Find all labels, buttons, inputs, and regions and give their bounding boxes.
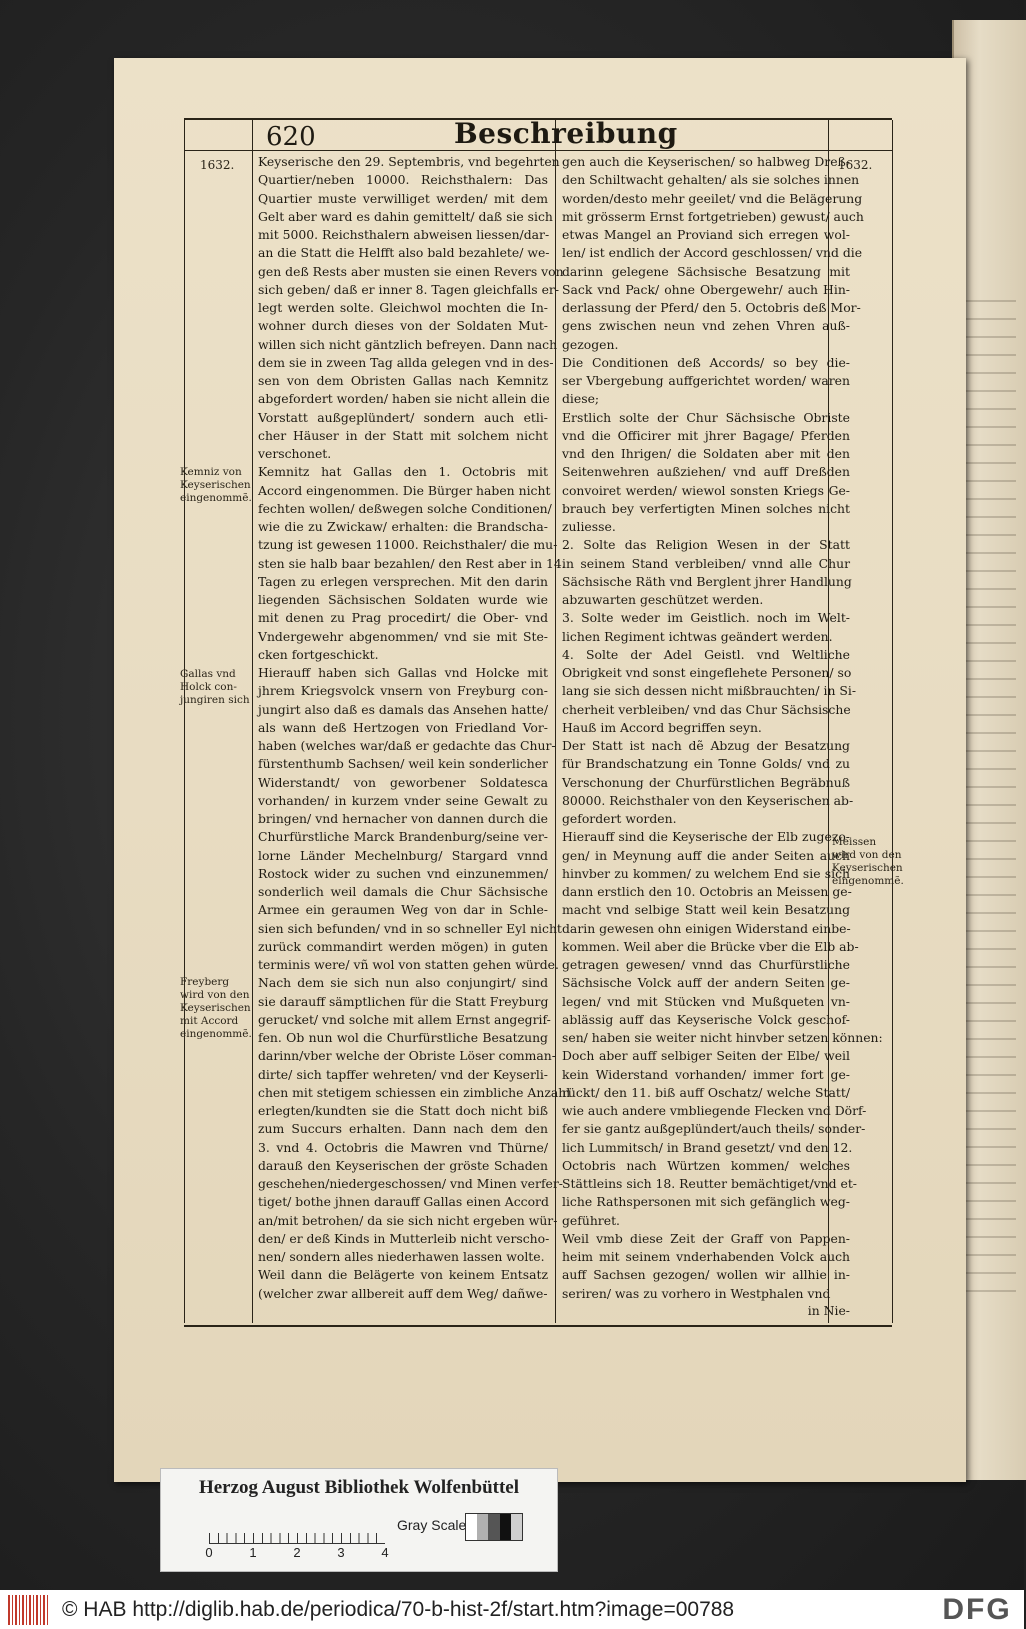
- ruler-number: 4: [381, 1545, 389, 1560]
- text-line: sen/ haben sie weiter nicht hinvber setzen können:: [562, 1030, 883, 1045]
- text-line: gerucket/ vnd solche mit allem Ernst angegrif-: [258, 1011, 551, 1027]
- text-line: zurück commandirt werden mögen) in guten: [258, 938, 548, 954]
- text-line: etwas Mangel an Proviand sich erregen wol-: [562, 227, 850, 242]
- text-line: Sächsische Volck auff der andern Seiten ge-: [562, 975, 850, 991]
- text-line: Octobris nach Würtzen kommen/ welches: [562, 1157, 850, 1173]
- text-line: mit 5000. Reichsthalern abweisen liessen/dar-: [258, 227, 550, 242]
- text-line: erlegten/kundten sie die Statt doch nicht biß: [258, 1103, 548, 1118]
- grayscale-patch: [466, 1514, 477, 1540]
- text-line: dann erstlich den 10. Octobris an Meissen ge-: [562, 884, 852, 899]
- text-line: wie auch andere vmbliegende Flecken vnd Dörf-: [562, 1103, 867, 1118]
- text-line: sie darauff sämptlichen für die Statt Freyburg: [258, 993, 549, 1009]
- text-line: liche Rathspersonen mit sich gefänglich weg-: [562, 1194, 850, 1210]
- text-line: Kemnitz hat Gallas den 1. Octobris mit: [258, 464, 548, 480]
- text-line: terminis were/ vñ wol von statten gehen würde.: [258, 957, 559, 972]
- library-label-card: [160, 1468, 558, 1572]
- next-page-text-bleed: [960, 300, 1016, 1300]
- page-number: 620: [266, 122, 316, 152]
- text-line: willen sich nicht gäntzlich befreyen. Dann nach: [258, 336, 558, 352]
- frame-line-outer-right: [892, 120, 893, 1323]
- text-line: lang sie sich dessen nicht mißbrauchten/ in Si-: [562, 683, 857, 699]
- text-line: darinn gelegene Sächsische Besatzung mit: [562, 263, 850, 279]
- text-line: Sack vnd Pack/ ohne Obergewehr/ auch Hin-: [562, 281, 850, 297]
- margin-note-kemnitz: Kemniz von Keyserischen eingenommẽ.: [180, 466, 252, 504]
- text-line: Quartier/neben 10000. Reichsthalern: Das: [258, 172, 548, 188]
- text-line: Gelt aber ward es dahin gemittelt/ daß sie sich: [258, 208, 553, 224]
- catchword: in Nie-: [807, 1303, 850, 1318]
- text-line: legen/ vnd mit Stücken vnd Mußqueten vn-: [562, 993, 850, 1009]
- text-line: lorne Länder Mechelnburg/ Stargard vnnd: [258, 847, 548, 863]
- text-line: brauch bey verfertigten Minen solches nicht: [562, 500, 850, 516]
- text-line: vorhanden/ in kurzem vnder seine Gewalt zu: [258, 792, 548, 808]
- margin-note-gallas-holck: Gallas vnd Holck con- jungiren sich: [180, 668, 250, 706]
- text-line: worden/desto mehr geeilet/ vnd die Belägerung: [562, 190, 863, 206]
- text-line: fechten wollen/ deßwegen solche Conditionen/: [258, 500, 552, 516]
- text-line: Weil vmb diese Zeit der Graff von Pappen-: [562, 1230, 850, 1246]
- text-line: 3. Solte weder im Geistlich. noch im Welt-: [562, 610, 850, 626]
- text-line: sien sich befunden/ vnd in so schneller Eyl nicht: [258, 920, 562, 936]
- text-line: dem sie in zween Tag allda gelegen vnd in des-: [258, 354, 554, 370]
- text-line: als wann deß Hertzogen von Friedland Vor-: [258, 719, 548, 735]
- ruler-number: 0: [205, 1545, 213, 1560]
- footer-bar: [0, 1590, 1024, 1629]
- text-line: getragen gewesen/ vnnd das Churfürstliche: [562, 957, 850, 972]
- text-line: 80000. Reichsthaler von den Keyserischen ab-: [562, 792, 854, 808]
- text-line: ablässig auff das Keyserische Volck geschof-: [562, 1011, 850, 1027]
- text-line: Die Conditionen deß Accords/ so bey die-: [562, 354, 850, 370]
- text-line: zuliesse.: [562, 519, 616, 534]
- text-line: 2. Solte das Religion Wesen in der Statt: [562, 537, 850, 553]
- text-line: mit denen zu Prag procedirt/ die Ober- vnd: [258, 610, 548, 626]
- grayscale-patch: [477, 1514, 488, 1540]
- text-line: Quartier muste verwilliget werden/ mit dem: [258, 190, 548, 206]
- text-line: wohner durch dieses von der Soldaten Mut-: [258, 318, 548, 334]
- text-line: diese;: [562, 391, 600, 407]
- text-line: sonderlich weil damals die Chur Sächsische: [258, 884, 548, 899]
- text-line: derlassung der Pferd/ den 5. Octobris deß Mor-: [562, 300, 861, 315]
- text-line: geschehen/niedergeschossen/ vnd Minen verfer-: [258, 1176, 563, 1191]
- text-line: in seinem Stand verbleiben/ vnnd alle Chur: [562, 555, 850, 571]
- grayscale-patch: [511, 1514, 522, 1540]
- text-line: nen/ sondern alles niederhawen lassen wolte.: [258, 1249, 545, 1264]
- text-line: gens zwischen neun vnd zehen Vhren auß-: [562, 318, 850, 334]
- barcode-icon: [8, 1595, 50, 1625]
- grayscale-patch: [500, 1514, 511, 1540]
- text-line: ser Vbergebung auffgerichtet worden/ waren: [562, 373, 850, 388]
- text-line: Churfürstliche Marck Brandenburg/seine ver-: [258, 829, 548, 845]
- copyright-url[interactable]: © HAB http://diglib.hab.de/periodica/70-b-hist-2f/start.htm?image=00788: [62, 1598, 735, 1621]
- text-line: sten sie halb baar bezahlen/ den Rest aber in 14.: [258, 555, 566, 571]
- book-page: [114, 58, 966, 1482]
- text-line: Vndergewehr abgenommen/ vnd sie mit Ste-: [258, 628, 548, 644]
- text-line: heim mit seinem vnderhabenden Volck auch: [562, 1249, 850, 1264]
- text-line: tiget/ bothe jhnen darauff Gallas einen Accord: [258, 1194, 549, 1210]
- text-line: den Schiltwacht gehalten/ als sie solches innen: [562, 172, 860, 188]
- text-line: Widerstandt/ von geworbener Soldatesca: [258, 774, 548, 790]
- text-line: Nach dem sie sich nun also conjungirt/ sind: [258, 975, 548, 991]
- text-line: darinn/vber welche der Obriste Löser comman-: [258, 1048, 556, 1064]
- text-line: cher Häuser in der Statt mit solchem nicht: [258, 427, 548, 443]
- ruler-number: 1: [249, 1545, 257, 1560]
- library-name: Herzog August Bibliothek Wolfenbüttel: [198, 1477, 520, 1498]
- text-line: vnd die Officirer mit jhrer Bagage/ Pferden: [562, 427, 850, 443]
- text-line: Accord eingenommen. Die Bürger haben nicht: [258, 482, 551, 498]
- text-line: mit grösserm Ernst fortgetrieben) gewust/ auch: [562, 208, 864, 224]
- margin-note-meissen: Meissen wird von den Keyserischen eingenommẽ.: [832, 836, 904, 887]
- text-line: Rostock wider zu suchen vnd einzunemmen/: [258, 865, 548, 881]
- text-line: Stättleins sich 18. Reutter bemächtiget/vnd et-: [562, 1176, 857, 1191]
- text-line: Armee ein geraumen Weg von dar in Schle-: [258, 902, 548, 918]
- text-line: sich geben/ daß er inner 8. Tagen gleichfalls er-: [258, 281, 560, 297]
- text-line: gen deß Rests aber musten sie einen Revers von: [258, 263, 564, 279]
- text-line: jhrem Kriegsvolck vnsern von Freyburg con-: [258, 683, 548, 699]
- text-line: für Brandschatzung ein Tonne Golds/ vnd zu: [562, 756, 850, 772]
- text-line: abgefordert worden/ haben sie nicht allein die: [258, 391, 550, 407]
- text-line: Verschonung der Churfürstlichen Begräbnuß: [562, 774, 850, 790]
- text-line: bringen/ vnd hernacher von dannen durch die: [258, 811, 548, 826]
- text-line: zum Succurs erhalten. Dann nach dem den: [258, 1121, 548, 1137]
- scale-ruler: [209, 1507, 385, 1544]
- text-line: kein Widerstand vorhanden/ immer fort ge-: [562, 1066, 850, 1082]
- text-line: legt werden solte. Gleichwol mochten die In-: [258, 300, 548, 315]
- text-line: Obrigkeit vnd sonst eingeflehete Personen/ so: [562, 665, 852, 680]
- text-line: convoiret werden/ wiewol sonsten Kriegs Ge-: [562, 482, 850, 498]
- year-note-right: 1632.: [838, 158, 873, 172]
- text-line: Sächsische Räth vnd Berglent jhrer Handlung: [562, 573, 852, 589]
- text-line: lichen Regiment ichtwas geändert werden.: [562, 628, 833, 644]
- text-line: liegenden Sächsischen Soldaten wurde wie: [258, 592, 548, 607]
- text-line: dirte/ sich tapffer wehreten/ vnd der Keyserli-: [258, 1066, 548, 1082]
- text-line: fürstenthumb Sachsen/ weil kein sonderlicher: [258, 756, 548, 772]
- text-line: kommen. Weil aber die Brücke vber die Elb ab-: [562, 938, 859, 954]
- margin-note-freyberg: Freyberg wird von den Keyserischen mit Accord eingenommẽ.: [180, 976, 252, 1040]
- text-line: sen von dem Obristen Gallas nach Kemnitz: [258, 373, 548, 388]
- text-line: tzung ist gewesen 11000. Reichsthaler/ die mu-: [258, 537, 558, 553]
- text-line: geführet.: [562, 1212, 620, 1228]
- text-line: vnd den Ihrigen/ die Soldaten aber mit den: [562, 446, 850, 461]
- text-line: cherheit verbleiben/ vnd das Chur Sächsische: [562, 701, 851, 717]
- text-line: (welcher zwar allbereit auff dem Weg/ dañwe-: [258, 1285, 548, 1301]
- year-note-left: 1632.: [200, 158, 235, 172]
- grayscale-swatch: [465, 1513, 523, 1541]
- text-line: an die Statt die Helfft also bald bezahlete/ we-: [258, 245, 550, 261]
- text-line: macht vnd selbige Statt weil kein Besatzung: [562, 902, 850, 918]
- text-line: gefordert worden.: [562, 811, 677, 826]
- grayscale-patch: [488, 1514, 499, 1540]
- text-line: Hauß im Accord begriffen seyn.: [562, 719, 762, 735]
- text-line: Keyserische den 29. Septembris, vnd begehrten: [258, 154, 560, 169]
- text-line: lich Lummitsch/ in Brand gesetzt/ vnd den 12.: [562, 1139, 853, 1155]
- text-line: an/mit betrohen/ da sie sich nicht ergeben wür-: [258, 1212, 558, 1228]
- text-line: 4. Solte der Adel Geistl. vnd Weltliche: [562, 646, 850, 662]
- text-line: haben (welches war/daß er gedachte das Chur-: [258, 738, 556, 753]
- text-line: fen. Ob nun wol die Churfürstliche Besatzung: [258, 1030, 548, 1045]
- text-line: auff Sachsen gezogen/ wollen wir allhie in-: [562, 1267, 850, 1283]
- text-line: Vorstatt außgeplündert/ sondern auch etli-: [258, 409, 548, 425]
- text-line: gen auch die Keyserischen/ so halbweg Dreß-: [562, 154, 850, 169]
- text-line: chen mit stetigem schiessen ein zimbliche Anzahl: [258, 1084, 571, 1100]
- text-line: verschonet.: [258, 446, 332, 461]
- text-line: gen/ in Meynung auff die ander Seiten auch: [562, 847, 850, 863]
- column-divider: [555, 120, 556, 1323]
- ruler-number: 3: [337, 1545, 345, 1560]
- text-line: Erstlich solte der Chur Sächsische Obriste: [562, 409, 850, 425]
- running-title: Beschreibung: [454, 117, 678, 150]
- text-line: rückt/ den 11. biß auff Oschatz/ welche Statt/: [562, 1084, 850, 1100]
- text-line: 3. vnd 4. Octobris die Mawren vnd Thürne/: [258, 1139, 548, 1155]
- text-line: den/ er deß Kinds in Mutterleib nicht verscho-: [258, 1230, 550, 1246]
- text-column-left: [258, 153, 571, 1303]
- text-line: seriren/ was zu vorhero in Westphalen vnd: [562, 1285, 831, 1301]
- text-line: darin gewesen ohn einigen Widerstand einbe-: [562, 920, 851, 936]
- text-line: Hierauff haben sich Gallas vnd Holcke mit: [258, 665, 548, 680]
- text-line: Tagen zu erlegen versprechen. Mit den darin: [258, 573, 548, 589]
- text-line: abzuwarten geschützet werden.: [562, 592, 764, 607]
- text-line: Hierauff sind die Keyserische der Elb zugezo-: [562, 829, 850, 845]
- text-line: gezogen.: [562, 336, 619, 352]
- dfg-logo: DFG: [942, 1593, 1012, 1626]
- frame-line-inner-left: [252, 120, 253, 1323]
- text-line: jungirt also daß es damals das Ansehen hatte/: [258, 701, 548, 717]
- frame-line-outer-left: [184, 120, 185, 1323]
- text-line: fer sie gantz außgeplündert/auch theils/ sonder-: [562, 1121, 866, 1137]
- text-line: wie die zu Zwickaw/ erhalten: die Brandscha-: [258, 519, 548, 534]
- grayscale-label: Gray Scale: [397, 1517, 467, 1533]
- text-line: len/ ist endlich der Accord geschlossen/ vnd die: [562, 245, 863, 261]
- text-line: Weil dann die Belägerte von keinem Entsatz: [258, 1267, 548, 1283]
- text-line: darauß den Keyserischen der gröste Schaden: [258, 1157, 548, 1173]
- text-line: Der Statt ist nach dẽ Abzug der Besatzung: [562, 738, 850, 753]
- text-line: Doch aber auff selbiger Seiten der Elbe/ weil: [562, 1048, 850, 1064]
- text-line: cken fortgeschickt.: [258, 646, 379, 662]
- text-line: Seitenwehren außziehen/ vnd auff Dreßden: [562, 464, 850, 480]
- text-line: hinvber zu kommen/ zu welchem End sie sich: [562, 865, 850, 881]
- ruler-number: 2: [293, 1545, 301, 1560]
